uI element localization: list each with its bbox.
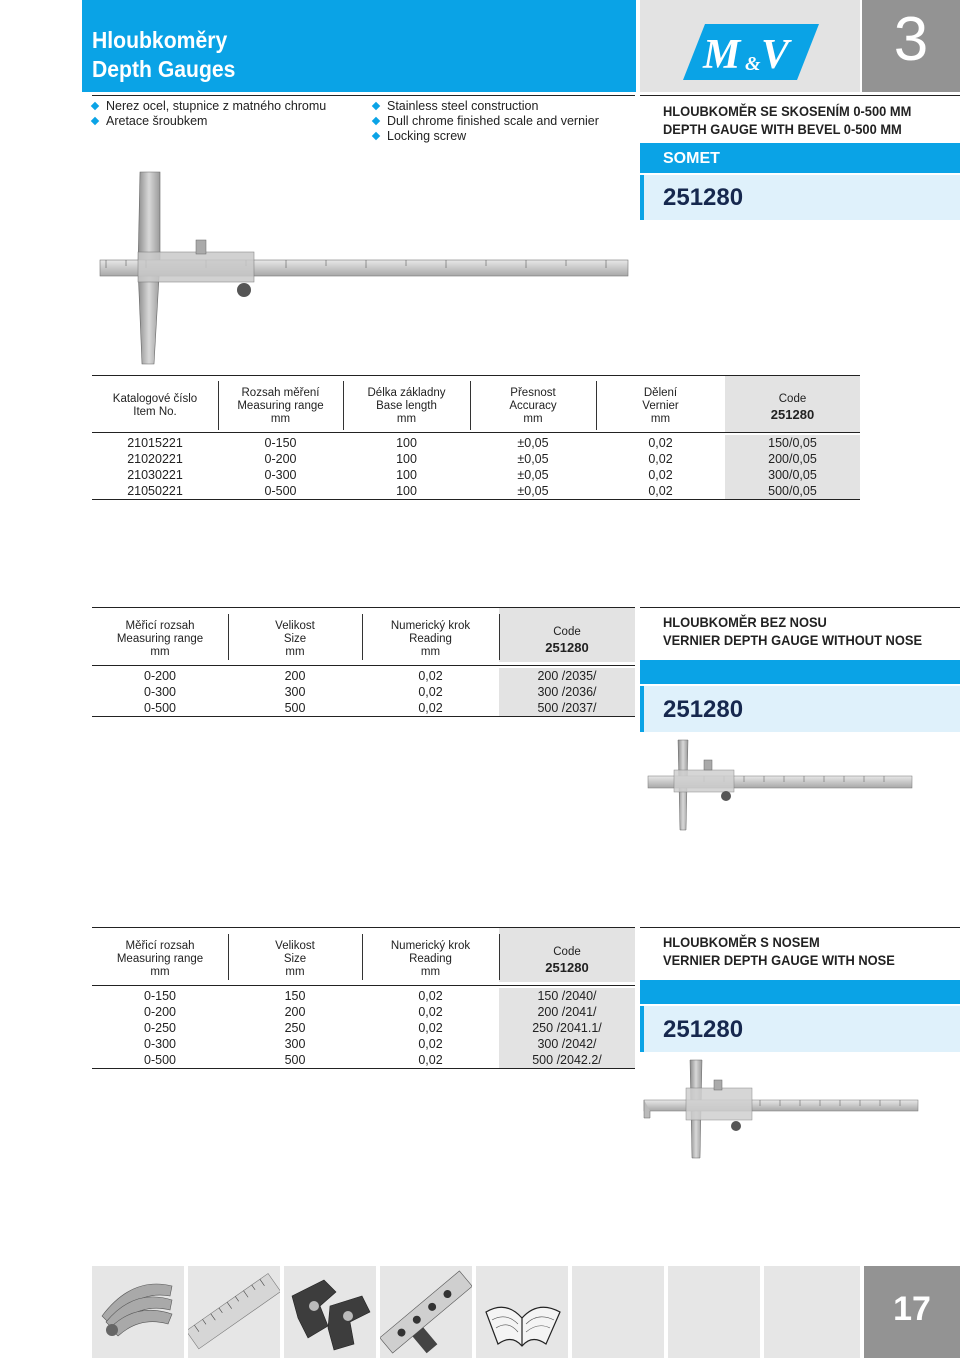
cell: 100 (396, 452, 417, 466)
cell: 0,02 (418, 1037, 443, 1051)
table-row (92, 684, 635, 700)
cell: 300 (284, 1037, 306, 1051)
table1-body (92, 435, 860, 499)
page-title-cz: Hloubkoměry (92, 27, 228, 53)
header-line: Dělení (643, 387, 678, 399)
table1-header-vernier (596, 387, 725, 426)
footer-tile (284, 1266, 376, 1358)
cell: 300/0,05 (768, 468, 817, 482)
cell: 0,02 (418, 1021, 443, 1035)
table-row (92, 435, 860, 451)
cell: 0,02 (648, 452, 673, 466)
table2-body (92, 668, 635, 716)
cell: ±0,05 (517, 468, 549, 482)
table2-header-size (228, 620, 362, 659)
cell: 150 /2040/ (537, 989, 597, 1003)
table-row (92, 1020, 635, 1036)
code-bar-edge (640, 1006, 644, 1052)
cell: 0-200 (144, 669, 176, 683)
cell: 0,02 (648, 436, 673, 450)
header-line: 251280 (545, 960, 589, 975)
header-line: Measuring range (237, 400, 324, 412)
header-line: Size (283, 953, 307, 965)
header-line: mm (650, 413, 671, 425)
cell: 100 (396, 436, 417, 450)
header-line: Code (553, 626, 581, 638)
cell: 250 /2041.1/ (532, 1021, 602, 1035)
divider (92, 499, 860, 500)
header-line: Měřicí rozsah (125, 940, 195, 952)
cell: 100 (396, 468, 417, 482)
cell: 100 (396, 484, 417, 498)
cell: 200 /2041/ (537, 1005, 597, 1019)
product1-title-cz: HLOUBKOMĚR SE SKOSENÍM 0-500 MM (663, 103, 912, 119)
table-row (92, 1036, 635, 1052)
cell: 150 (284, 989, 306, 1003)
table-row (92, 483, 860, 499)
depth-gauge-with-nose-image (640, 1058, 920, 1160)
header-line: mm (285, 966, 305, 978)
header-line: Measuring range (116, 633, 204, 645)
footer-tile (668, 1266, 760, 1358)
table1-header-item (92, 393, 218, 419)
table3-header-code (499, 944, 635, 976)
cell: 0-250 (144, 1021, 176, 1035)
footer-tile (188, 1266, 280, 1358)
tools-icon (284, 1266, 376, 1358)
mv-logo (683, 24, 819, 80)
cell: 200/0,05 (768, 452, 817, 466)
table-row (92, 451, 860, 467)
cell: 0,02 (648, 484, 673, 498)
header-line: Code (553, 946, 581, 958)
cell: 0,02 (418, 669, 443, 683)
divider (640, 927, 960, 928)
cell: 300 (284, 685, 306, 699)
header-line: mm (285, 646, 305, 658)
cell: 200 /2035/ (537, 669, 597, 683)
calipers-icon (380, 1266, 472, 1358)
blue-bar (640, 980, 960, 1004)
divider (640, 607, 960, 608)
product1-title (663, 102, 911, 138)
table2-header-code (499, 624, 635, 656)
table-row (92, 988, 635, 1004)
divider (640, 95, 960, 96)
cell: 0,02 (418, 701, 443, 715)
header-line: Accuracy (509, 400, 557, 412)
ruler-icon (188, 1266, 280, 1358)
header-line: Measuring range (116, 953, 204, 965)
table-row (92, 1052, 635, 1068)
header-line: Base length (376, 400, 437, 412)
cell: 0-300 (264, 468, 297, 482)
bullets-en (373, 99, 599, 144)
depth-gauge-bevel-image (96, 168, 636, 368)
cell: ±0,05 (517, 436, 549, 450)
cell: 0-500 (264, 484, 297, 498)
footer-tile (476, 1266, 568, 1358)
header-line: Měřicí rozsah (125, 620, 195, 632)
divider (92, 95, 635, 96)
cell: 0,02 (418, 1005, 443, 1019)
cell: 300 /2036/ (537, 685, 597, 699)
header-line: Délka základny (367, 387, 446, 399)
cell: 0-500 (144, 701, 176, 715)
divider (92, 985, 635, 986)
bullet-item: Aretace šroubkem (92, 114, 326, 129)
product3-title (663, 933, 895, 969)
divider (92, 432, 860, 433)
header-line: 251280 (770, 407, 815, 422)
header-line: Reading (409, 633, 452, 645)
svg-text:M: M (703, 32, 741, 78)
cell: 0-300 (144, 1037, 176, 1051)
table-row (92, 700, 635, 716)
product2-title-en: VERNIER DEPTH GAUGE WITHOUT NOSE (663, 632, 923, 648)
bullet-item: Stainless steel construction (373, 99, 599, 114)
cell: 0-150 (264, 436, 297, 450)
footer-tile (764, 1266, 860, 1358)
table2-header-range (92, 620, 228, 659)
cell: 0-150 (144, 989, 176, 1003)
cell: ±0,05 (517, 484, 549, 498)
header-line: mm (420, 646, 441, 658)
table1-header-range (218, 387, 343, 426)
product2-code: 251280 (663, 696, 744, 723)
cell: 500 (284, 701, 306, 715)
header-line: Rozsah měření (241, 387, 320, 399)
table1-header-code (725, 391, 860, 423)
page-title-en: Depth Gauges (92, 56, 236, 82)
page-title (92, 26, 235, 84)
code-bar-edge (640, 686, 644, 732)
table3-header-reading (362, 940, 499, 979)
cell: 0,02 (418, 1053, 443, 1067)
header-line: Katalogové číslo (112, 393, 198, 405)
cell: 500 (284, 1053, 306, 1067)
header-line: Numerický krok (390, 620, 471, 632)
cell: 150/0,05 (768, 436, 817, 450)
product2-title-cz: HLOUBKOMĚR BEZ NOSU (663, 614, 827, 630)
cell: 21020221 (127, 452, 183, 466)
cell: 21030221 (127, 468, 183, 482)
header-line: mm (396, 413, 417, 425)
cell: 0,02 (648, 468, 673, 482)
cell: 0-500 (144, 1053, 176, 1067)
product2-title (663, 613, 922, 649)
header-line: Numerický krok (390, 940, 471, 952)
bullet-item: Locking screw (373, 129, 599, 144)
header-line: Item No. (133, 406, 177, 418)
table-row (92, 1004, 635, 1020)
cell: 0,02 (418, 685, 443, 699)
bullets-cz (92, 99, 326, 129)
cell: 21015221 (127, 436, 183, 450)
header-line: Reading (409, 953, 452, 965)
brand-label: SOMET (663, 150, 720, 167)
product1-code: 251280 (663, 184, 744, 211)
header-line: Code (778, 393, 807, 405)
divider (92, 716, 635, 717)
cell: 0-200 (144, 1005, 176, 1019)
cell: ±0,05 (517, 452, 549, 466)
header-line: 251280 (545, 640, 589, 655)
cell: 200 (284, 669, 306, 683)
bullet-item: Dull chrome finished scale and vernier (373, 114, 599, 129)
header-line: mm (420, 966, 441, 978)
cell: 500 /2037/ (537, 701, 597, 715)
table3-header-size (228, 940, 362, 979)
bullet-item: Nerez ocel, stupnice z matného chromu (92, 99, 326, 114)
table2-header-reading (362, 620, 499, 659)
cell: 0-300 (144, 685, 176, 699)
cell: 200 (284, 1005, 306, 1019)
cell: 300 /2042/ (537, 1037, 597, 1051)
cell: 21050221 (127, 484, 183, 498)
header-line: Přesnost (510, 387, 556, 399)
header-line: Vernier (642, 400, 679, 412)
product3-title-cz: HLOUBKOMĚR S NOSEM (663, 934, 820, 950)
header-line: mm (150, 966, 170, 978)
cell: 0-200 (264, 452, 297, 466)
cell: 500/0,05 (768, 484, 817, 498)
table3-body (92, 988, 635, 1068)
header-line: Velikost (275, 620, 315, 632)
cell: 500 /2042.2/ (532, 1053, 602, 1067)
header-line: mm (150, 646, 170, 658)
table3-header-range (92, 940, 228, 979)
blue-bar (640, 660, 960, 684)
code-bar-edge (640, 175, 644, 220)
footer-tile (92, 1266, 184, 1358)
depth-gauge-without-nose-image (644, 738, 914, 832)
page-number: 17 (893, 1290, 931, 1328)
product1-title-en: DEPTH GAUGE WITH BEVEL 0-500 MM (663, 121, 902, 137)
header-line: mm (270, 413, 291, 425)
section-number: 3 (893, 5, 929, 74)
svg-text:V: V (761, 32, 790, 78)
footer-tile (380, 1266, 472, 1358)
svg-text:&: & (745, 53, 761, 75)
table1-header-accuracy (470, 387, 596, 426)
product3-code: 251280 (663, 1016, 744, 1043)
table-row (92, 668, 635, 684)
header-line: Velikost (275, 940, 315, 952)
table1-header-base (343, 387, 470, 426)
book-icon (476, 1266, 568, 1358)
cell: 0,02 (418, 989, 443, 1003)
divider (92, 665, 635, 666)
header-line: Size (283, 633, 307, 645)
table-row (92, 467, 860, 483)
footer-tile (572, 1266, 664, 1358)
feeler-gauge-icon (92, 1266, 184, 1358)
cell: 250 (284, 1021, 306, 1035)
product3-title-en: VERNIER DEPTH GAUGE WITH NOSE (663, 952, 895, 968)
divider (92, 1068, 635, 1069)
header-line: mm (523, 413, 543, 425)
